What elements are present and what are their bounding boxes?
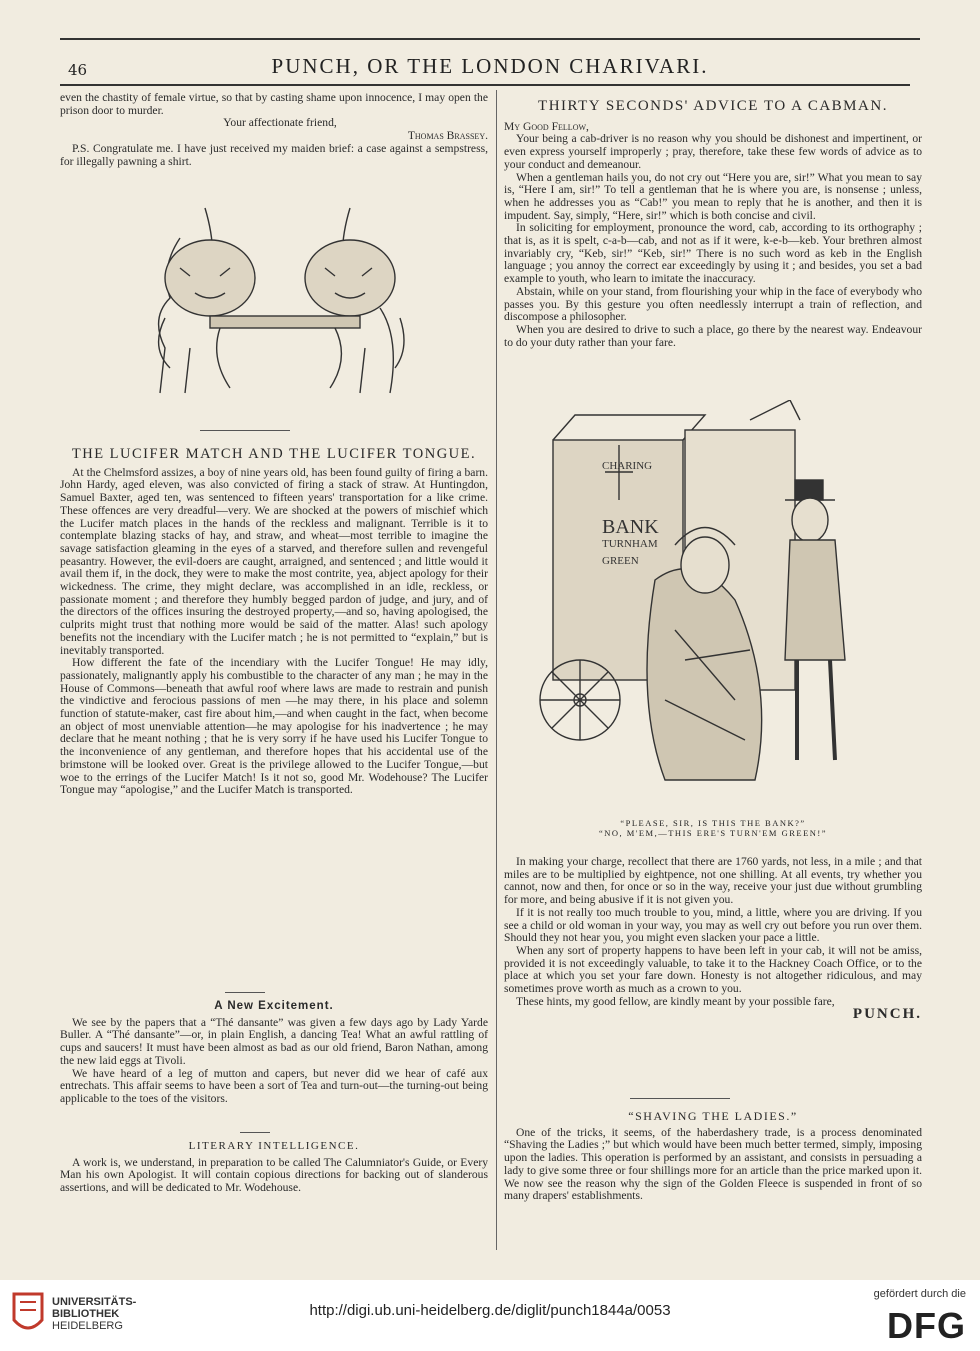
shaving-paragraph: One of the tricks, it seems, of the haberdashery trade, is a process denominated “Shaving the Ladies ;” but which would have been much better termed, simply, imposing upon the ladies. This operation is performed by an assistant, and consists in persuading a lady to give some three or four shillings more for an article than the price marked upon it. We now see the reason why the sign of the Golden Fleece is suspended in front of so many drapers' establishments. [504,1125,922,1203]
caption-line-1: “PLEASE, SIR, IS THIS THE BANK?” [620,818,806,828]
lucifer-paragraph-2: How different the fate of the incendiary with the Lucifer Tongue! He may idly, passionately, malignantly apply his combustible to the character of any man ; he may in the House of Commons—beneath that awful roof where laws are made to restrain and punish the vindictive and ferocious passions of men —he may there, in his place and solemn function of statute-maker, cast fire about him,—and when caught in the fact, when become an object of most unenviable attention—he may apologise for his inadvertence ; he may declare that he meant nothing ; that he is very sorry if he have used his Lucifer Tongue to the inconvenience of any gentleman, and therefore hopes that his accidental use of the brimstone will be looked over. Great is the privilege allowed to the Lucifer Tongue,—but woe to the errings of the Lucifer Match! Is it not so, good Mr. Wodehouse? The Lucifer Tongue may “apologise,” and the Lucifer Match is transported. [60,656,488,797]
cabman-salutation: My Good Fellow, [504,119,589,133]
letter-closing: Your affectionate friend, [223,116,337,130]
header-rule [60,84,910,86]
top-rule [60,38,920,40]
source-link[interactable]: http://digi.ub.uni-heidelberg.de/diglit/punch1844a/0053 [309,1302,671,1319]
cabman-paragraph-2: When a gentleman hails you, do not cry out “Here you are, sir!” What you mean to say is, “Here I am, sir!” To tell a gentleman that he is where you are, is nonsense ; unless, when he addresses you as “Cab!” you mean to reply that he is another, and then it is impudent. Say, simply, “Here, sir!” which is both concise and civil. [504,170,922,222]
library-name-line-3: HEIDELBERG [52,1320,123,1332]
cats-illustration [110,198,440,403]
sign-turnham: TURNHAM [602,538,658,550]
sign-bank: BANK [602,516,659,538]
library-name-line-1: UNIVERSITÄTS- [52,1296,137,1308]
literary-heading: LITERARY INTELLIGENCE. [188,1140,360,1152]
cabman-paragraph-1: Your being a cab-driver is no reason why you should be dishonest and impertinent, or even express yourself improperly ; pray, therefore, take these few words of advice as to your conduct and demeanour. [504,132,922,171]
cabman-paragraph-8: When any sort of property happens to have been left in your cab, it will not be amiss, provided it is not exceedingly valuable, to take it to the Hackney Coach Office, or to the place at which you set your fare down. Honesty is not altogether ridiculous, and may sometimes prove worth as much as a crown to you. [504,943,922,996]
section-rule [630,1098,730,1099]
cabman-article [504,100,922,349]
page-number: 46 [68,61,88,79]
excitement-paragraph-2: We have heard of a leg of mutton and capers, but never did we hear of café aux entrechats. This affair seems to have been a sort of Tea and turn-out—the turning-out being applicable to the toes of the visitors. [60,1066,488,1105]
cabman-paragraph-9: These hints, my good fellow, are kindly meant by your possible fare, [516,994,835,1008]
punch-signature: PUNCH. [852,1006,922,1023]
cabman-paragraph-5: When you are desired to drive to such a place, go there by the nearest way. Endeavour to do your duty rather than your fare. [504,322,922,349]
cabman-heading: THIRTY SECONDS' ADVICE TO A CABMAN. [538,98,888,114]
postscript: P.S. Congratulate me. I have just received my maiden brief: a case against a sempstress, for illegally pawning a shirt. [60,141,488,168]
literary-article [60,1140,488,1195]
excitement-article [60,1000,488,1106]
sign-green: GREEN [602,555,639,567]
dfg-logo: DFG [887,1305,966,1346]
cabman-paragraph-3: In soliciting for employment, pronounce the word, cab, according to its orthography ; that is, as it is spelt, c-a-b—cab, and not as if it were, k-e-b—keb. Your brethren almost invariably cry, “Keb, sir!” “Keb, sir!” There is no such word as keb in the English language ; you annoy the correct ear exceedingly by using it ; and besides, you set a bad example to youth, who learn to imitate the inaccuracy. [504,221,922,286]
shaving-article [504,1110,922,1203]
shaving-heading: “SHAVING THE LADIES.” [628,1109,798,1123]
left-column [60,92,488,168]
excitement-heading: A New Excitement. [214,1000,334,1012]
column-divider [496,90,497,1250]
cab-illustration [535,400,875,810]
cabman-paragraph-7: If it is not really too much trouble to you, mind, a little, where you are driving. If you see a child or old woman in your way, you may as well cry out before you run over them. Should they not hear you, you might even slacken your pace a little. [504,905,922,945]
cabman-paragraph-6: In making your charge, recollect that there are 1760 yards, not less, in a mile ; and that miles are to be multiplied by eightpence, not one shilling. At all events, try whether you cannot, now and then, for once or so in the way, receive your just due without grumbling for more, and being abusive if it is not given you. [504,855,922,907]
intro-text: even the chastity of female virtue, so that by casting shame upon innocence, I may open the prison door to murder. [60,91,488,117]
lucifer-paragraph-1: At the Chelmsford assizes, a boy of nine years old, has been found guilty of firing a barn. John Hardy, aged eleven, was also convicted of firing a stack of straw. At Huntingdon, Samuel Baxter, aged ten, was sentenced to fifteen years' transportation for a like crime. These offences are very dreadful—very. We are shocked at the powers of mischief which the Lucifer match places in the hands of the reckless and malignant. Terrible is it to contemplate blazing stacks of hay, and straw, and wheat—most terrible to imagine the savage satisfaction gleaming in the eyes of a starved, and therefore sullen and revengeful peasantry. However, the evil-doers are caught, arraigned, and sentenced ; and little would it avail them if, in the dock, they were to make the most contrite, yea, abject apology for their wickedness. The crime, they might declare, was accomplished in an idle, reckless, or passionate moment ; and therefore they humbly begged pardon of judge, and jury, and of the directors of the offices insuring the destroyed property,—and so, having apologised, the culprits might trust that nothing more would be said of the matter. Alas! such apology benefits not the incendiary with the Lucifer match ; he is not permitted to “explain,” but is inevitably transported. [60,465,488,657]
section-rule [200,430,290,431]
cab-caption [504,818,922,838]
caption-line-2: “NO, M'EM,—THIS ERE'S TURN'EM GREEN!” [598,828,828,838]
letter-signature: Thomas Brassey. [407,129,488,143]
masthead-title: PUNCH, OR THE LONDON CHARIVARI. [271,54,709,78]
section-rule [240,1132,270,1133]
cabman-continued [504,856,922,1021]
library-name-line-2: BIBLIOTHEK [52,1308,120,1320]
sponsor-note: gefördert durch die [873,1288,966,1300]
section-rule [225,992,265,993]
coach-signboard [602,458,672,570]
cabman-paragraph-4: Abstain, while on your stand, from flourishing your whip in the face of everybody who passes you. By this gesture you often needlessly interrupt a train of reflection, and discompose a philosopher. [504,284,922,324]
excitement-paragraph-1: We see by the papers that a “Thé dansante” was given a few days ago by Lady Yarde Buller. A “Thé dansante”—or, in plain English, a dancing Tea! What an awful rattling of cups and saucers! It must have been almost as bad as our old friend, Baron Nathan, among the new laid eggs at Tivoli. [60,1015,488,1067]
literary-paragraph: A work is, we understand, in preparation to be called The Calumniator's Guide, or Every Man his own Apologist. It will contain copious directions for backing out of slanderous assertions, and will be dedicated to Mr. Wodehouse. [60,1155,488,1195]
lucifer-article [60,448,488,797]
sign-charing: CHARING [602,460,653,472]
lucifer-heading: THE LUCIFER MATCH AND THE LUCIFER TONGUE. [71,446,477,462]
